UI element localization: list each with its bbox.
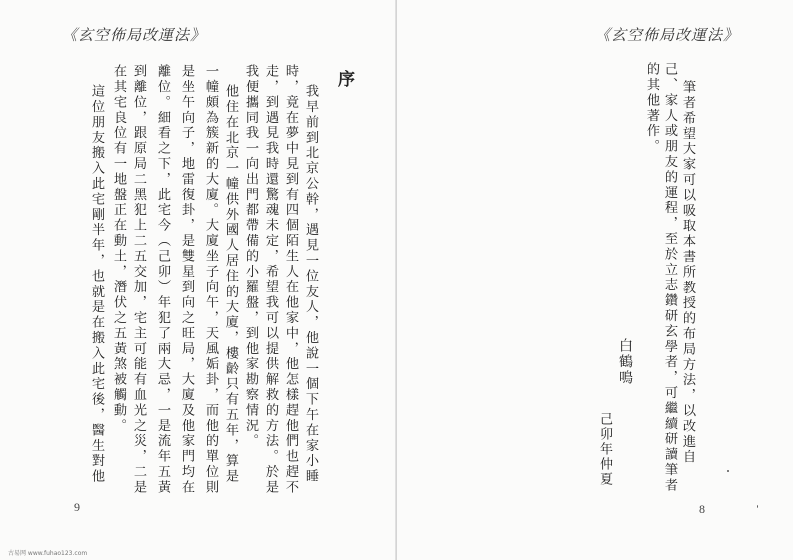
text-column: 在其宅良位有一地盤正在動土，潛伏之五黃煞被觸動。 [111, 64, 126, 434]
text-column: 我便攜同我一向出門都帶備的小羅盤，到他家勘察情況。 [243, 64, 258, 449]
text-column: 走，到遇見我時還驚魂未定，希望我可以提供解救的方法。於是 [263, 64, 278, 496]
page-header: 《玄空佈局改運法》 [62, 26, 207, 44]
page-number: 9 [74, 500, 80, 514]
text-column: 的其他著作。 [644, 62, 659, 155]
right-page [397, 0, 793, 560]
text-column: 筆者希望大家可以吸取本書所教授的布局方法，以改進自 [680, 80, 695, 465]
text-column: 一幢頗為簇新的大廈。大廈坐子向午，天風姤卦，而他的單位則 [203, 64, 218, 496]
page-header: 《玄空佈局改運法》 [595, 26, 740, 44]
text-column: 時，竟在夢中見到有四個陌生人在他家中，他怎樣趕他們也趕不 [283, 64, 298, 496]
text-column: 是坐午向子，地雷復卦，是雙星到向之旺局，大廈及他家門均在 [179, 64, 194, 496]
footer-credit: 古易网 www.fuhao123.com [8, 550, 88, 557]
scan-speck [727, 470, 729, 472]
text-column: 他住在北京一幢供外國人居住的大廈，樓齡只有五年，算是 [223, 84, 238, 485]
scan-speck [757, 505, 758, 508]
author-signature: 白鶴鳴 [617, 338, 633, 386]
left-page [0, 0, 396, 560]
text-column: 離位。細看之下，此宅今（己卯）年犯了兩大忌，一是流年五黃 [155, 64, 170, 496]
text-column: 己、家人或朋友的運程，至於立志鑽研玄學者，可繼續研讀筆者 [662, 62, 677, 494]
section-heading: 序 [334, 70, 354, 87]
text-column: 這位朋友搬入此宅剛半年，也就是在搬入此宅後，醫生對他 [89, 84, 104, 485]
page-number: 8 [699, 502, 705, 516]
text-column: 我早前到北京公幹，遇見一位友人，他說一個下午在家小睡 [303, 84, 318, 485]
signature-date: 己卯年仲夏 [597, 412, 612, 487]
text-column: 到離位，跟原局二黑犯上二五交加，宅主可能有血光之災，二是 [131, 64, 146, 496]
